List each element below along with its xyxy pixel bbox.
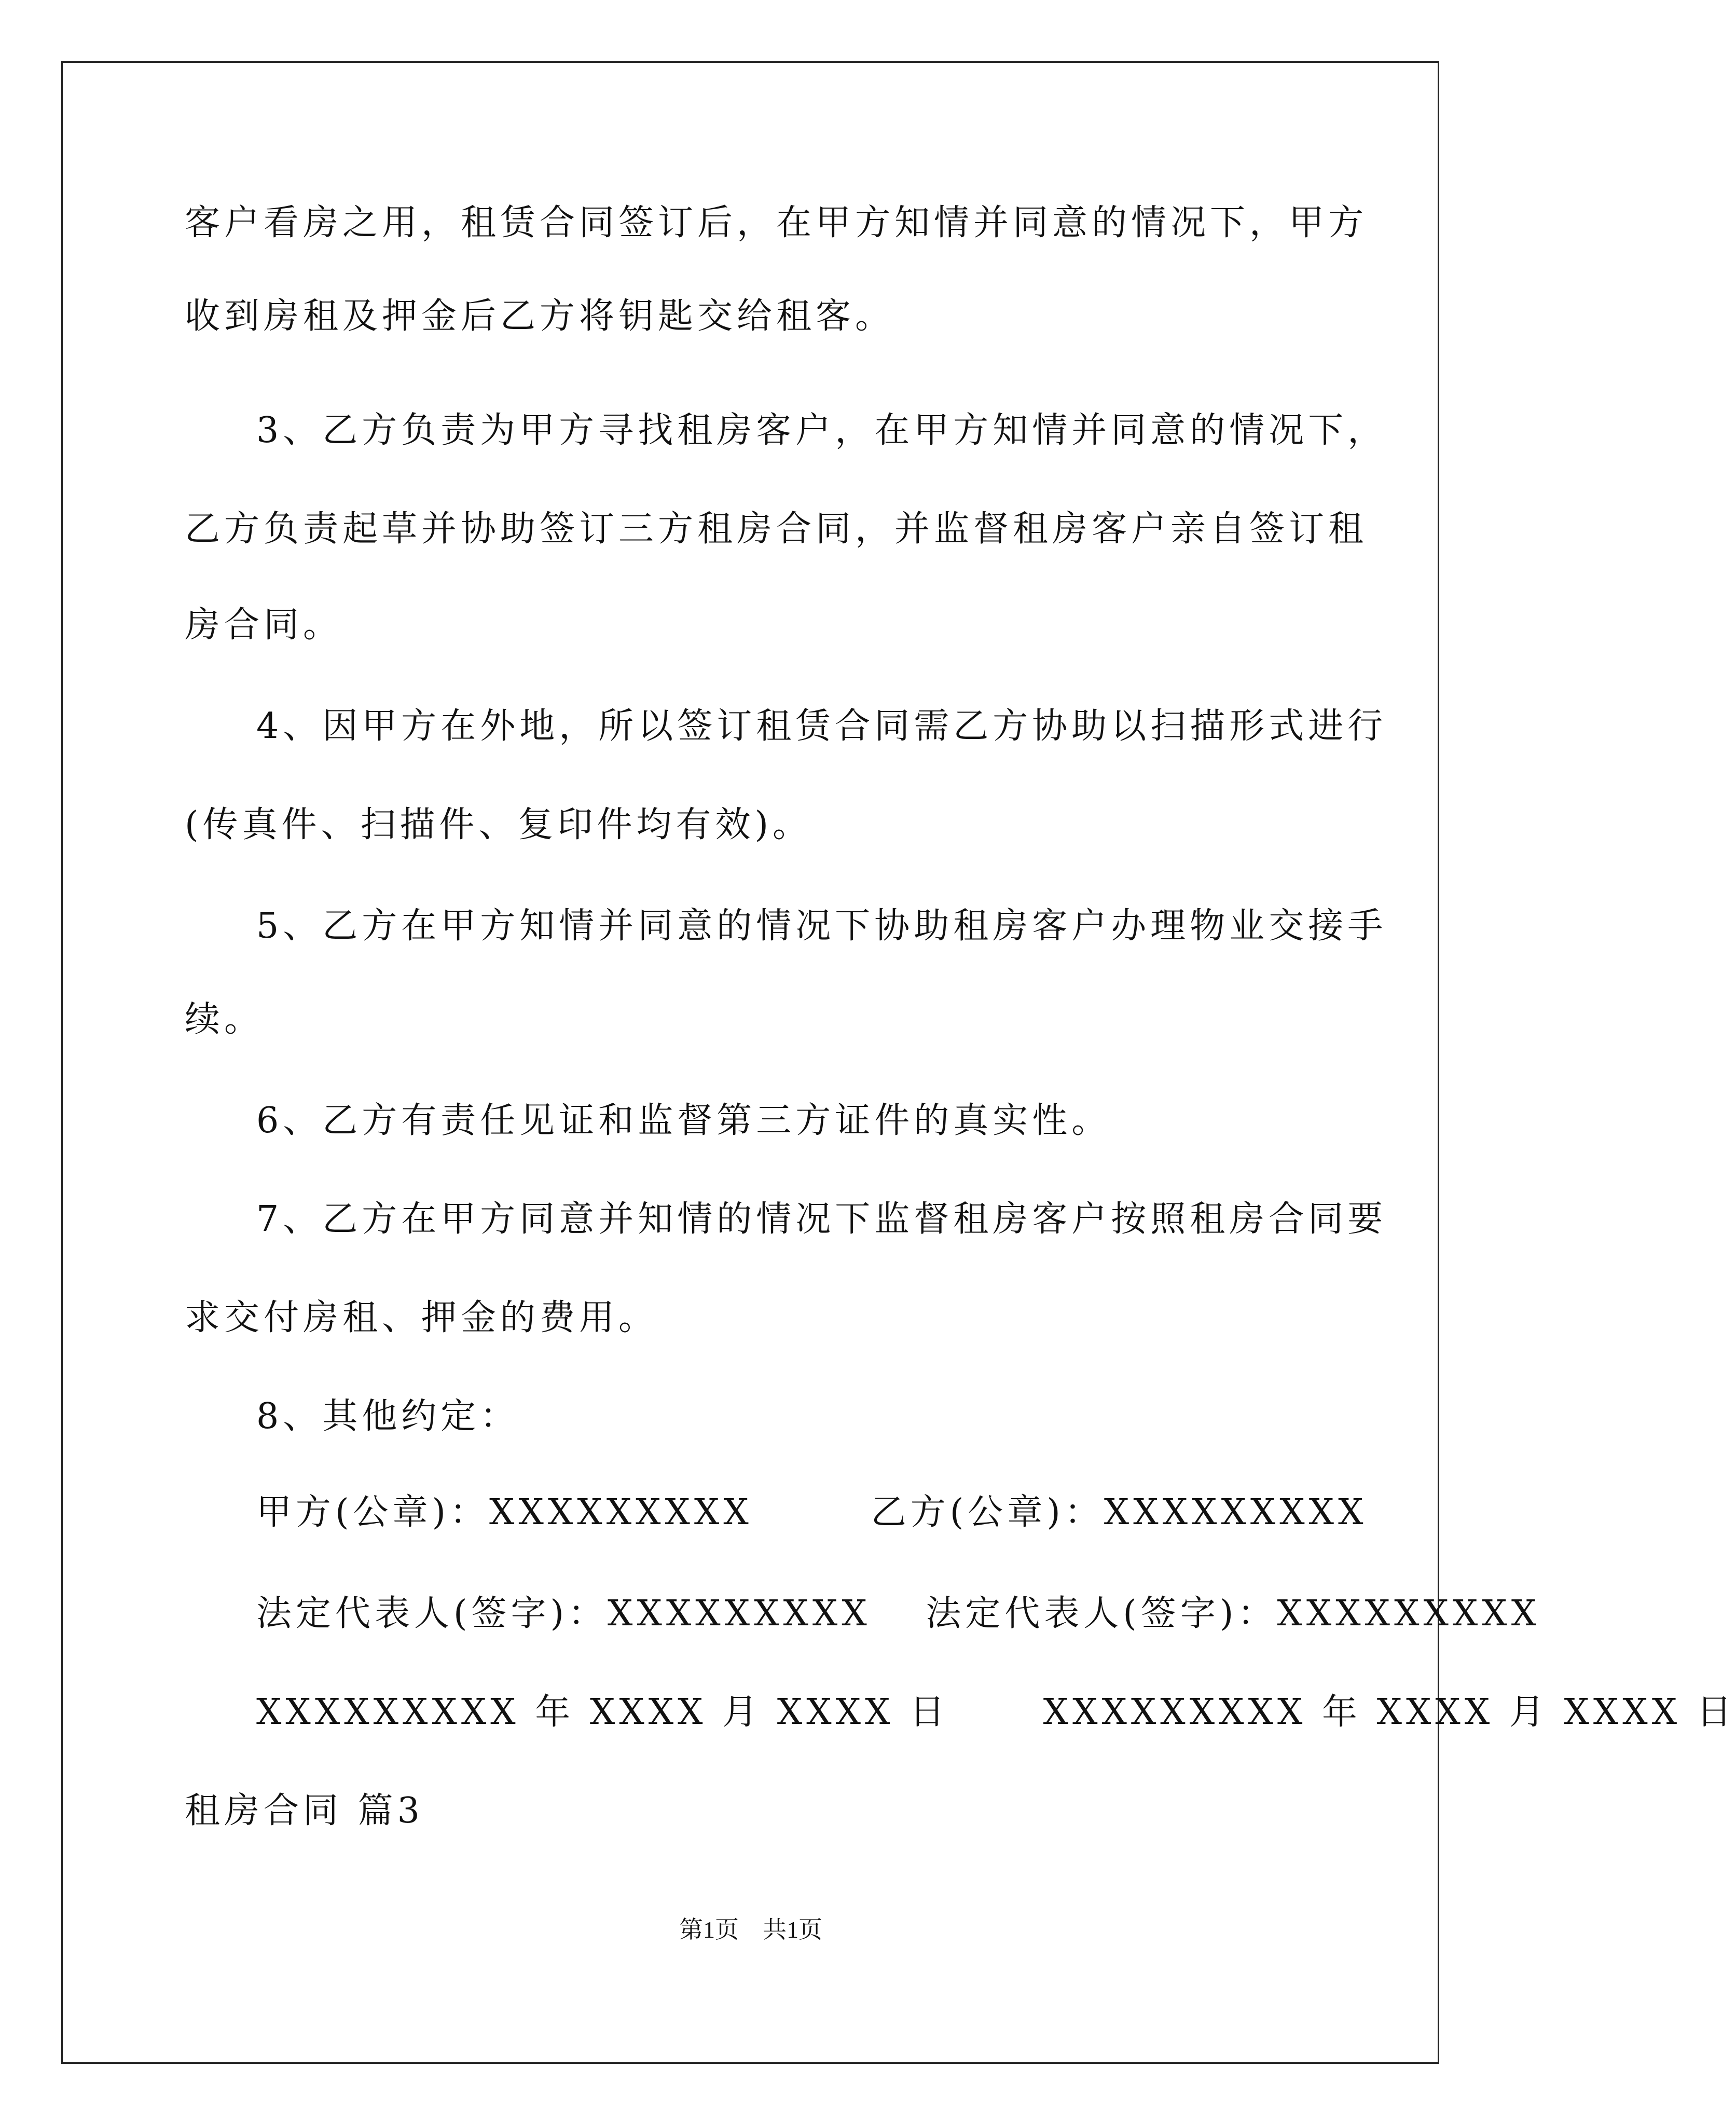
text-line: 房合同。 xyxy=(185,605,343,646)
text-line: 客户看房之用，租赁合同签订后，在甲方知情并同意的情况下，甲方 xyxy=(185,202,1368,243)
text-line: 7、乙方在甲方同意并知情的情况下监督租房客户按照租房合同要 xyxy=(256,1199,1387,1240)
text-line: 3、乙方负责为甲方寻找租房客户，在甲方知情并同意的情况下， xyxy=(256,410,1387,451)
page-footer: 第1页 共1页 xyxy=(679,1916,822,1943)
text-line: 收到房租及押金后乙方将钥匙交给租客。 xyxy=(185,296,895,337)
section-heading: 租房合同 篇3 xyxy=(185,1790,424,1831)
text-line: 8、其他约定： xyxy=(256,1396,520,1437)
text-line: 4、因甲方在外地，所以签订租赁合同需乙方协助以扫描形式进行 xyxy=(256,706,1387,747)
signature-line-date: XXXXXXXXX 年 XXXX 月 XXXX 日 XXXXXXXXX 年 XXXX 月 XXXX 日 xyxy=(256,1692,1736,1733)
signature-line-representative: 法定代表人(签字)：XXXXXXXXX 法定代表人(签字)：XXXXXXXXX xyxy=(256,1593,1541,1634)
text-line: (传真件、扫描件、复印件均有效)。 xyxy=(185,804,812,845)
text-line: 续。 xyxy=(185,999,264,1040)
text-line: 6、乙方有责任见证和监督第三方证件的真实性。 xyxy=(256,1100,1111,1141)
page-border xyxy=(61,61,1439,2064)
signature-line-seal: 甲方(公章)：XXXXXXXXX 乙方(公章)：XXXXXXXXX xyxy=(256,1492,1368,1533)
text-line: 求交付房租、押金的费用。 xyxy=(185,1297,658,1338)
text-line: 乙方负责起草并协助签订三方租房合同，并监督租房客户亲自签订租 xyxy=(185,509,1368,550)
text-line: 5、乙方在甲方知情并同意的情况下协助租房客户办理物业交接手 xyxy=(256,906,1387,947)
